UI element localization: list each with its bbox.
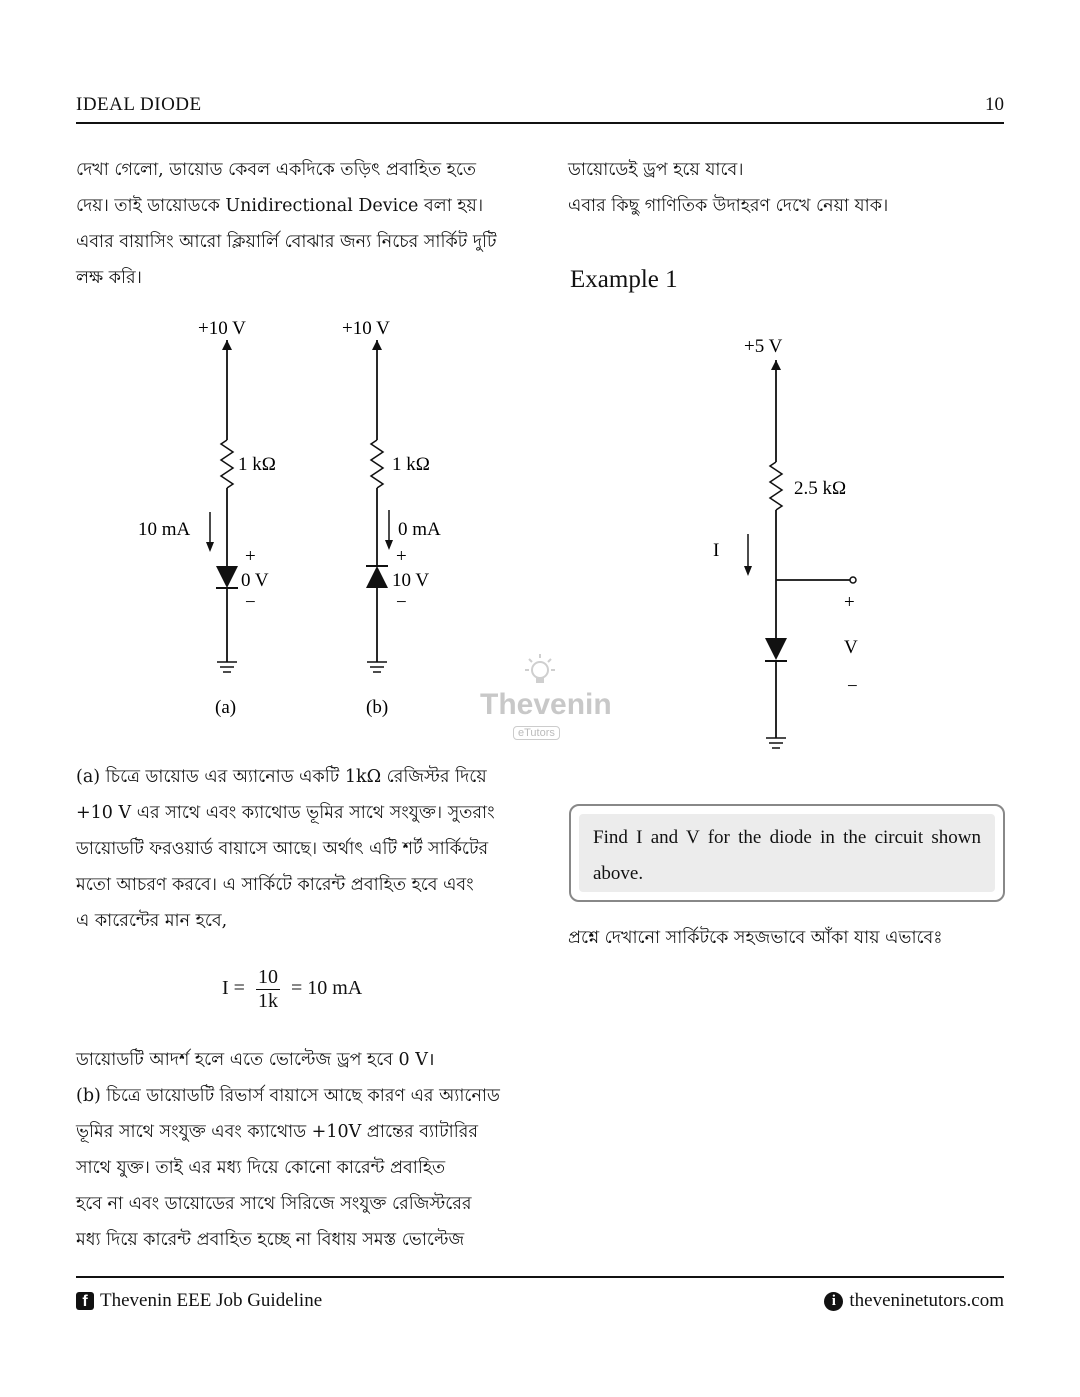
page-header (76, 92, 1004, 124)
text-line: দেয়। তাই ডায়োডকে Unidirectional Device বলা হয়। (76, 196, 484, 216)
chapter-title: IDEAL DIODE (76, 94, 202, 115)
text-line: ভূমির সাথে সংযুক্ত এবং ক্যাথোড +10V প্রান্তের ব্যাটারির (76, 1122, 478, 1142)
page-number: 10 (985, 94, 1004, 115)
text-line: এ কারেন্টের মান হবে, (76, 911, 228, 931)
resistor-label: 2.5 kΩ (794, 478, 847, 499)
caption-b: (b) (366, 697, 389, 718)
minus-label-a: − (245, 592, 256, 613)
text-line: +10 V এর সাথে এবং ক্যাথোড ভূমির সাথে সংযুক্ত। সুতরাং (76, 803, 495, 823)
voltage-label-b: 10 V (392, 570, 430, 591)
footer-right[interactable] (824, 1290, 1004, 1312)
resistor-label-b: 1 kΩ (392, 454, 430, 475)
text-line: মতো আচরণ করবে। এ সার্কিটে কারেন্ট প্রবাহিত হবে এবং (76, 875, 474, 895)
formula-lhs: I = (222, 977, 245, 1000)
page-footer (76, 1276, 1004, 1311)
current-label: I (713, 540, 720, 561)
current-label-b: 0 mA (398, 519, 441, 540)
text-line: ডায়োডটি ফরওয়ার্ড বায়াসে আছে। অর্থাৎ এটি শর্ট সার্কিটের (76, 839, 489, 859)
text-line: (b) চিত্রে ডায়োডটি রিভার্স বায়াসে আছে কারণ এর অ্যানোড (76, 1086, 500, 1106)
formula-fraction (256, 966, 280, 1013)
current-formula (222, 966, 362, 1013)
facebook-icon: f (76, 1292, 94, 1310)
watermark-name: Thevenin (480, 688, 612, 721)
caption-a: (a) (215, 697, 237, 718)
text-line: প্রশ্নে দেখানো সার্কিটকে সহজভাবে আঁকা যায় এভাবেঃ (568, 928, 943, 948)
bulb-icon (480, 650, 600, 690)
minus-label: − (847, 676, 858, 697)
text-line: এবার কিছু গাণিতিক উদাহরণ দেখে নেয়া যাক। (568, 196, 889, 216)
footer-left-text: Thevenin EEE Job Guideline (100, 1290, 323, 1311)
minus-label-b: − (396, 592, 407, 613)
formula-rhs: = 10 mA (290, 977, 363, 1000)
supply-label-a: +10 V (198, 318, 246, 339)
paragraph-b (76, 1042, 512, 1258)
right-column-after-box (568, 920, 1004, 956)
text-line: এবার বায়াসিং আরো ক্লিয়ার্লি বোঝার জন্য নিচের সার্কিট দুটি (76, 232, 497, 252)
circuit-b (366, 340, 393, 672)
footer-left[interactable] (76, 1290, 322, 1312)
problem-text: Find I and V for the diode in the circuit shown above. (579, 814, 995, 892)
formula-numerator: 10 (257, 966, 278, 988)
text-line: লক্ষ করি। (76, 268, 142, 288)
footer-right-text: theveninetutors.com (849, 1290, 1004, 1311)
voltage-label: V (844, 637, 858, 658)
info-icon: i (824, 1292, 843, 1311)
text-line: (a) চিত্রে ডায়োড এর অ্যানোড একটি 1kΩ রেজিস্টর দিয়ে (76, 767, 487, 787)
example-circuit-figure (690, 330, 890, 760)
text-line: দেখা গেলো, ডায়োড কেবল একদিকে তড়িৎ প্রবাহিত হতে (76, 160, 477, 180)
example-title: Example 1 (570, 266, 678, 293)
plus-label-b: + (396, 546, 407, 567)
current-label-a: 10 mA (138, 519, 191, 540)
resistor-label-a: 1 kΩ (238, 454, 276, 475)
text-line: ডায়োডটি আদর্শ হলে এতে ভোল্টেজ ড্রপ হবে 0 V। (76, 1050, 435, 1070)
supply-label-b: +10 V (342, 318, 390, 339)
voltage-label-a: 0 V (241, 570, 269, 591)
paragraph-a (76, 759, 512, 939)
right-column-intro (568, 152, 1004, 224)
plus-label: + (844, 592, 855, 613)
plus-label-a: + (245, 546, 256, 567)
text-line: মধ্য দিয়ে কারেন্ট প্রবাহিত হচ্ছে না বিধায় সমস্ত ভোল্টেজ (76, 1230, 465, 1250)
text-line: হবে না এবং ডায়োডের সাথে সিরিজে সংযুক্ত রেজিস্টরের (76, 1194, 472, 1214)
circuit-a (206, 340, 238, 672)
biasing-circuits-figure (120, 310, 480, 730)
thevenin-watermark-logo (480, 650, 612, 745)
problem-box (569, 804, 1005, 902)
intro-paragraph (76, 152, 512, 296)
supply-label: +5 V (744, 336, 783, 357)
example-circuit (744, 360, 856, 748)
text-line: ডায়োডেই ড্রপ হয়ে যাবে। (568, 160, 744, 180)
formula-denominator: 1k (257, 990, 278, 1012)
text-line: সাথে যুক্ত। তাই এর মধ্য দিয়ে কোনো কারেন্ট প্রবাহিত (76, 1158, 446, 1178)
watermark-tag: eTutors (513, 726, 560, 740)
